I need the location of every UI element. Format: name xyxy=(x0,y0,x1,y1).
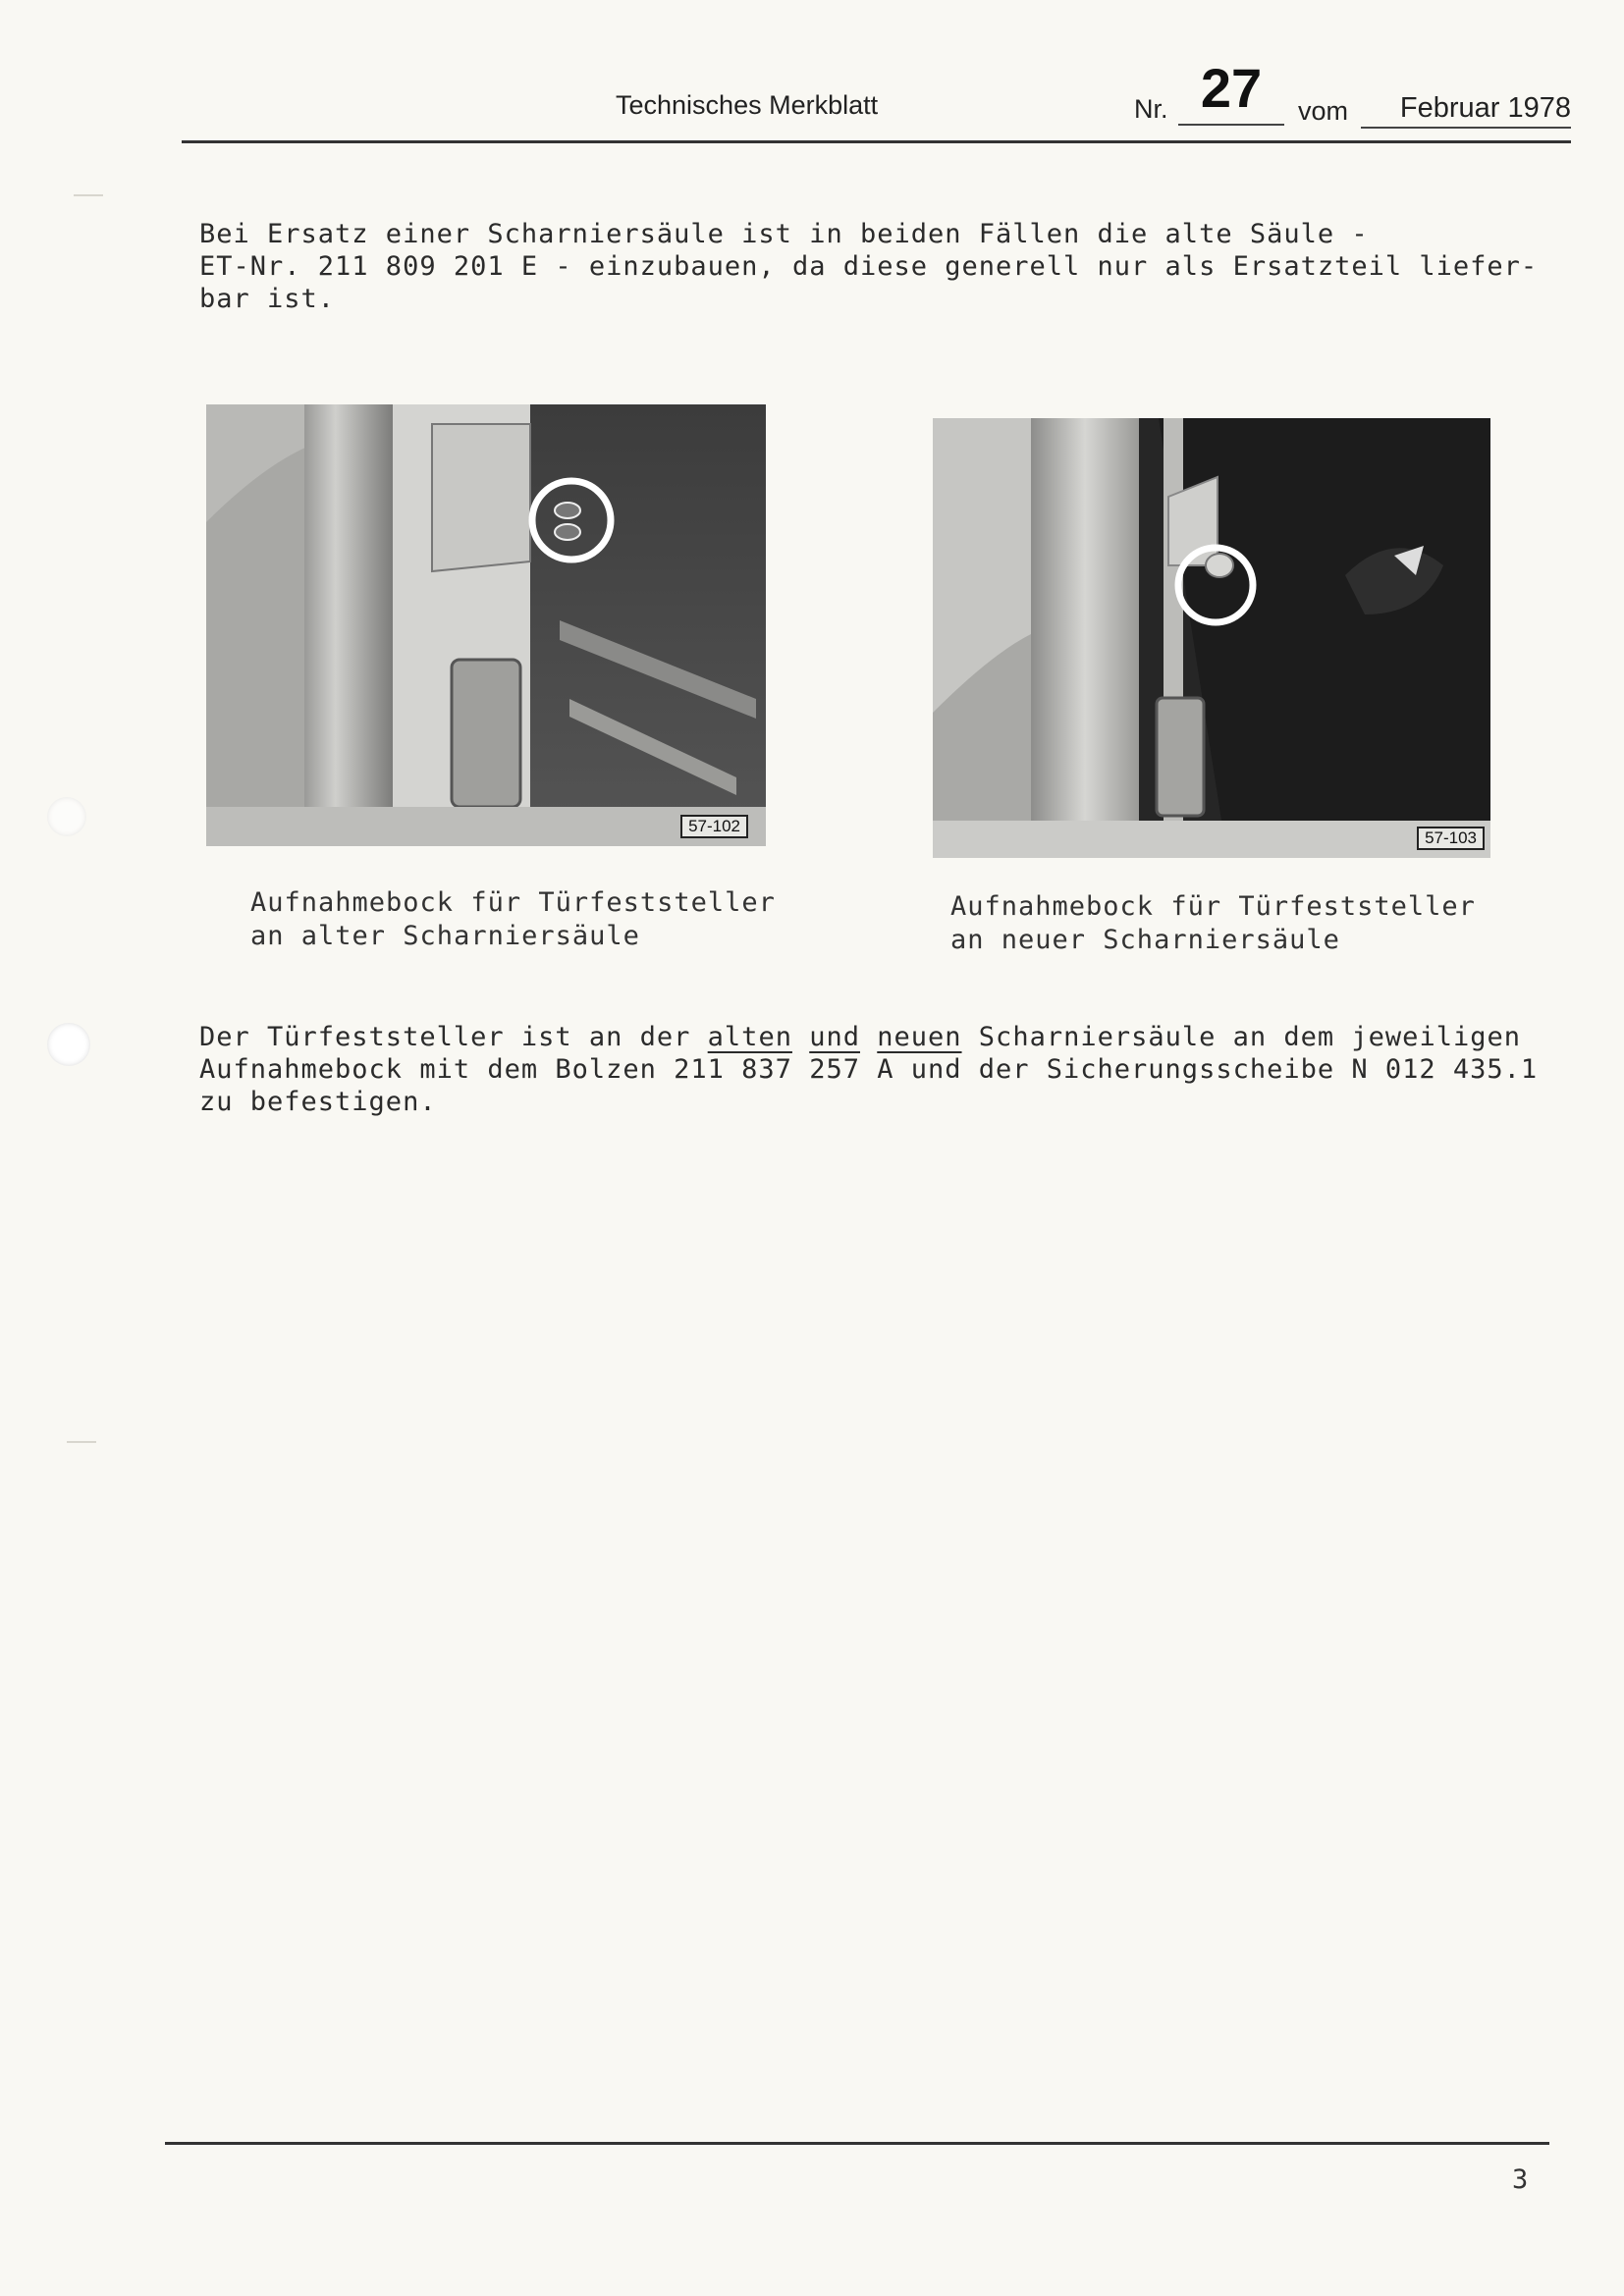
header-nr-label: Nr. xyxy=(1134,94,1168,124)
punch-hole xyxy=(47,1023,90,1066)
edge-mark xyxy=(67,1441,96,1443)
header-nr-value: 27 xyxy=(1178,53,1284,126)
body-paragraph xyxy=(199,1021,1538,1118)
figure-tag-57-102: 57-102 xyxy=(680,815,748,838)
page-number: 3 xyxy=(1512,2164,1529,2195)
body-line-3: zu befestigen. xyxy=(199,1087,437,1117)
body-line-1-c xyxy=(860,1022,877,1052)
intro-paragraph xyxy=(199,218,1538,315)
figure-caption-new xyxy=(950,890,1476,957)
body-line-1-b xyxy=(792,1022,809,1052)
header-title: Technisches Merkblatt xyxy=(616,90,879,120)
body-underlined-und: und xyxy=(809,1022,860,1052)
body-line-1-a: Der Türfeststeller ist an der xyxy=(199,1022,708,1052)
figure-caption-new-line-2: an neuer Scharniersäule xyxy=(950,925,1340,955)
figure-tag-57-103: 57-103 xyxy=(1417,827,1485,850)
header-vom-label: vom xyxy=(1298,96,1349,126)
figure-caption-old xyxy=(250,886,776,953)
intro-line-2: ET-Nr. 211 809 201 E - einzubauen, da diese generell nur als Ersatzteil liefer- xyxy=(199,251,1539,282)
edge-mark xyxy=(74,194,103,196)
photo-old-hinge-pillar-image xyxy=(206,404,766,846)
photo-new-hinge-pillar xyxy=(933,418,1490,858)
body-line-2: Aufnahmebock mit dem Bolzen 211 837 257 A und der Sicherungsscheibe N 012 435.1 xyxy=(199,1054,1539,1085)
header-date: Februar 1978 xyxy=(1361,92,1571,129)
body-line-1-d: Scharniersäule an dem jeweiligen xyxy=(961,1022,1521,1052)
figure-caption-old-line-1: Aufnahmebock für Türfeststeller xyxy=(250,887,776,918)
figure-caption-old-line-2: an alter Scharniersäule xyxy=(250,921,640,951)
figure-caption-new-line-1: Aufnahmebock für Türfeststeller xyxy=(950,891,1476,922)
footer-rule xyxy=(165,2142,1549,2145)
punch-hole-faint xyxy=(47,797,86,836)
intro-line-1: Bei Ersatz einer Scharniersäule ist in beiden Fällen die alte Säule - xyxy=(199,219,1369,249)
photo-old-hinge-pillar xyxy=(206,404,766,846)
intro-line-3: bar ist. xyxy=(199,284,336,314)
photo-new-hinge-pillar-image xyxy=(933,418,1490,858)
header-rule xyxy=(182,140,1571,143)
body-underlined-alten: alten xyxy=(707,1022,792,1052)
body-underlined-neuen: neuen xyxy=(877,1022,962,1052)
